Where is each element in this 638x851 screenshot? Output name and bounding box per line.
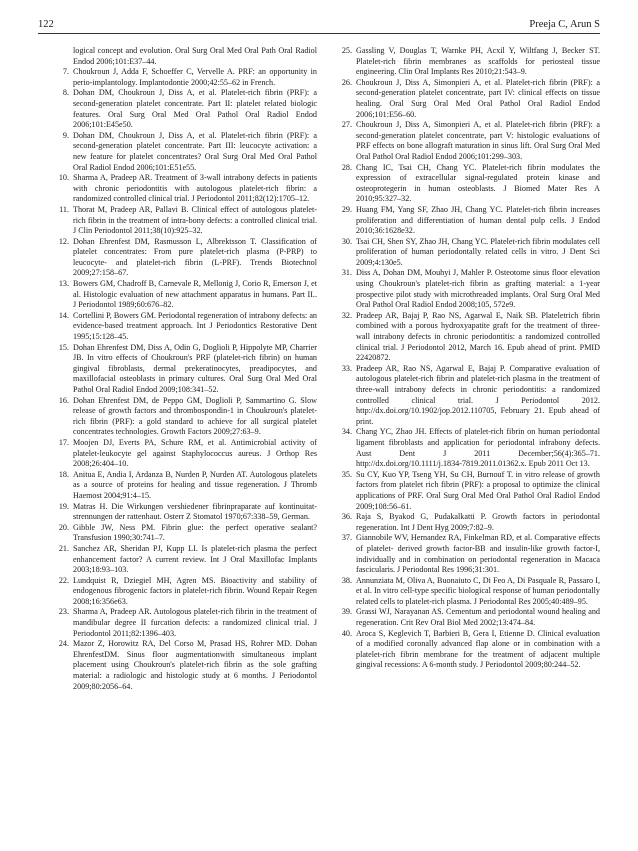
reference-number: 27. <box>341 120 352 130</box>
reference-item <box>54 67 317 88</box>
reference-number: 35. <box>341 469 352 479</box>
reference-item <box>54 544 317 576</box>
reference-text: Grassi WJ, Narayanan AS. Cementum and periodontal wound healing and regeneration. Crit Rev Oral Biol Med 2002;13:474–84. <box>356 607 600 628</box>
reference-text: Dohan DM, Choukroun J, Diss A, et al. Platelet-rich fibrin (PRF): a second-generation platelet concentrate. Part III: leucocyte activation: a new feature for platelet concentrates? Oral Surg Oral Med Oral Pathol Oral Radiol Endod 2006;101:E51e55. <box>73 130 317 172</box>
reference-item <box>54 173 317 205</box>
reference-item <box>54 343 317 396</box>
reference-number: 39. <box>341 607 352 617</box>
reference-item <box>54 470 317 502</box>
reference-item <box>337 427 600 469</box>
reference-number: 36. <box>341 512 352 522</box>
reference-text: Sharma A, Pradeep AR. Autologous platelet-rich fibrin in the treatment of mandibular degree II furcation defects: a randomized clinical trial. J Periodontol 2011;82:1396–403. <box>73 607 317 638</box>
reference-text: Anitua E, Andia I, Ardanza B, Nurden P, Nurden AT. Autologous platelets as a source of proteins for healing and tissue regeneration. J Thromb Haemost 2004;91:4–15. <box>73 469 317 500</box>
reference-item <box>54 311 317 343</box>
reference-number: 24. <box>58 639 69 649</box>
reference-item <box>337 163 600 205</box>
reference-text: Thorat M, Pradeep AR, Pallavi B. Clinical effect of autologous platelet-rich fibrin in the treatment of intra-bony defects: a controlled clinical trial. J Clin Periodontol 2011;38(10):925–32. <box>73 204 317 236</box>
reference-number: 25. <box>341 46 352 55</box>
reference-number: 22. <box>58 575 69 585</box>
reference-text: Lundquist R, Dziegiel MH, Agren MS. Bioactivity and stability of endogenous fibrogenic factors in platelet-rich fibrin. Wound Repair Regen 2008;16:356e63. <box>73 575 317 606</box>
reference-item <box>54 438 317 470</box>
reference-text: Matras H. Die Wirkungen vershiedener fibrinpraparate auf kontinuitat-strennungen der rattenhaut. Osterr Z Stomatol 1970;67:338–59, German. <box>73 501 317 522</box>
reference-number: 17. <box>58 437 69 447</box>
reference-item <box>54 639 317 692</box>
reference-item <box>54 279 317 311</box>
reference-number: 37. <box>341 533 352 543</box>
reference-text: Mazor Z, Horowitz RA, Del Corso M, Prasad HS, Rohrer MD. Dohan EhrenfestDM. Sinus floor augmentationwith simultaneous implant placement using Choukroun's platelet-rich fibrin as the sole grafting material: a radiologic and histologic study at 6 months. J Periodontol 2009;80:2056–64. <box>73 639 317 691</box>
reference-number: 12. <box>58 236 69 246</box>
reference-number: 13. <box>58 279 69 289</box>
reference-item <box>337 205 600 237</box>
reference-number: 40. <box>341 628 352 638</box>
reference-text: Cortellini P, Bowers GM. Periodontal regeneration of intrabony defects: an evidence-based treatment approach. Int J Periodontics Restorative Dent 1995;15:128–45. <box>73 310 317 342</box>
reference-item <box>337 533 600 575</box>
reference-number: 30. <box>341 236 352 246</box>
reference-text: Choukroun J, Diss A, Simonpieri A, et al. Platelet-rich fibrin (PRF): a second-generation platelet concentrate, part IV: clinical effects on tissue healing. Oral Surg Oral Med Oral Pathol Oral Radiol Endod 2006;101:E56–60. <box>356 77 600 119</box>
reference-item <box>337 120 600 162</box>
header-rule <box>38 33 600 34</box>
reference-number: 21. <box>58 543 69 553</box>
reference-number: 31. <box>341 268 352 278</box>
reference-item <box>54 131 317 173</box>
reference-item <box>337 512 600 533</box>
reference-item <box>337 607 600 628</box>
reference-number: 28. <box>341 162 352 172</box>
reference-item <box>54 237 317 279</box>
right-column <box>337 46 600 692</box>
reference-text: Bowers GM, Chadroff B, Carnevale R, Mellonig J, Corio R, Emerson J, et al. Histologic evaluation of new attachment apparatus in humans. Part II.. J Periodontol 1989;60:676–82. <box>73 279 317 310</box>
reference-text: Sharma A, Pradeep AR. Treatment of 3-wall intrabony defects in patients with chronic periodontitis with autologous platelet-rich fibrin: a randomized controlled clinical trial. J Periodontol 2011;82(12):1705–12. <box>73 173 317 204</box>
reference-item <box>54 205 317 237</box>
reference-item <box>337 629 600 671</box>
reference-text: Choukroun J, Adda F, Schoeffer C, Vervelle A. PRF: an opportunity in perio-implantology. Implantodontie 2000;42:55–62 in French. <box>73 67 317 87</box>
reference-number: 10. <box>58 173 69 183</box>
reference-number: 20. <box>58 522 69 532</box>
reference-text: Moojen DJ, Everts PA, Schure RM, et al. Antimicrobial activity of platelet-leukocyte gel against Staphylococcus aureus. J Orthop Res 2008;26:404–10. <box>73 437 317 469</box>
reference-item <box>54 523 317 544</box>
reference-text: Choukroun J, Diss A, Simonpieri A, et al. Platelet-rich fibrin (PRF): a second-generation platelet concentrate, part V: histologic evaluations of PRF effects on bone allograft maturation in sinus lift. Oral Surg Oral Med Oral Pathol Oral Radiol Endod 2006;101:299–303. <box>356 120 600 161</box>
reference-text: Dohan DM, Choukroun J, Diss A, et al. Platelet-rich fibrin (PRF): a second-generation platelet concentrate. Part II: platelet related biologic features. Oral Surg Oral Med Oral Pathol Oral Radiol Endod 2006;101:E45e50. <box>73 88 317 130</box>
reference-number: 14. <box>58 310 69 320</box>
reference-text: Gassling V, Douglas T, Warnke PH, Acxil Y, Wiltfang J, Becker ST. Platelet-rich fibrin membranes as scaffolds for periosteal tissue engineering. Clin Oral Implants Res 2010;21:543–9. <box>356 46 600 77</box>
reference-item <box>337 470 600 512</box>
reference-text: Raja S, Byakod G, Pudakalkatti P. Growth factors in periodontal regeneration. Int J Dent Hyg 2009;7:82–9. <box>356 512 600 532</box>
reference-text: Su CY, Kuo YP, Tseng YH, Su CH, Burnouf T. in vitro release of growth factors from platelet rich fibrin (PRF): a proposal to optimize the clinical applications of PRF. Oral Surg Oral Med Oral Pathol Oral Radiol Endod 2009;108:56–61. <box>356 469 600 511</box>
reference-text: Tsai CH, Shen SY, Zhao JH, Chang YC. Platelet-rich fibrin modulates cell proliferation of human periodontally related cells in vitro. J Dent Sci 2009;4:130e5. <box>356 236 600 267</box>
reference-item <box>54 502 317 523</box>
reference-text: Pradeep AR, Bajaj P, Rao NS, Agarwal E, Naik SB. Plateletrich fibrin combined with a porous hydroxyapatite graft for the treatment of three-wall intrabony defects in chronic periodontitis: a randomized controlled clinical trial. J Periodontol 2012, March 16. Epub ahead of print. PMID 22420872. <box>356 310 600 363</box>
reference-text: Sanchez AR, Sheridan PJ, Kupp LI. Is platelet-rich plasma the perfect enhancement factor? A current review. Int J Oral Maxillofac Implants 2003;18:93–103. <box>73 543 317 575</box>
reference-number: 26. <box>341 77 352 87</box>
reference-text: Diss A, Dohan DM, Mouhyi J, Mahler P. Osteotome sinus floor elevation using Choukroun's platelet-rich fibrin as grafting material: a 1-year prospective pilot study with microthreaded implants. Oral Surg Oral Med Oral Pathol Oral Radiol Endod 2008;105, 572e9. <box>356 268 600 310</box>
page-number: 122 <box>38 19 54 30</box>
reference-number: 33. <box>341 363 352 373</box>
reference-text: Gibble JW, Ness PM. Fibrin glue: the perfect operative sealant? Transfusion 1990;30:741–7. <box>73 522 317 543</box>
reference-item <box>337 311 600 364</box>
reference-item <box>54 88 317 130</box>
reference-text: Dohan Ehrenfest DM, Rasmusson L, Albrektsson T. Classification of platelet concentrates: From pure platelet-rich plasma (P-PRP) to leucocyte- and platelet-rich fibrin (L-PRF). Trends Biotechnol 2009;27:158–67. <box>73 236 317 278</box>
running-title: Preeja C, Arun S <box>529 19 600 30</box>
reference-item <box>54 607 317 639</box>
reference-text: Aroca S, Keglevich T, Barbieri B, Gera I, Etienne D. Clinical evaluation of a modified coronally advanced flap alone or in combination with a platelet-rich fibrin membrane for the treatment of adjacent multiple gingival recessions: A 6-month study. J Periodontol 2009;80:244–52. <box>356 628 600 670</box>
reference-item <box>337 576 600 608</box>
reference-number: 18. <box>58 469 69 479</box>
reference-item <box>54 576 317 608</box>
reference-text: Annunziata M, Oliva A, Buonaiuto C, Di Feo A, Di Pasquale R, Passaro I, et al. In vitro cell-type specific biological response of human periodontally related cells to platelet-rich plasma. J Periodontal Res 2005;40:489–95. <box>356 575 600 606</box>
reference-text: Pradeep AR, Rao NS, Agarwal E, Bajaj P. Comparative evaluation of autologous platelet-rich fibrin and platelet-rich plasma in the treatment of three-wall intrabony defects in chronic periodontitis: a randomized controlled clinical trial. J Periodontol 2012. http://dx.doi.org/10.1902/jop.2012.110705, February 21. Epub ahead of print. <box>356 363 600 426</box>
reference-number: 38. <box>341 575 352 585</box>
reference-number: 23. <box>58 607 69 617</box>
running-header <box>38 14 600 30</box>
reference-number: 15. <box>58 342 69 352</box>
reference-text: Chang YC, Zhao JH. Effects of platelet-rich fibrin on human periodontal ligament fibroblasts and application for periodontal infrabony defects. Aust Dent J 2011 December;56(4):365–71. http://dx.doi.org/10.1111/j.1834-7819.2011.01362.x. Epub 2011 Oct 13. <box>356 427 600 469</box>
reference-text: Giannobile WV, Hernandez RA, Finkelman RD, et al. Comparative effects of platelet- derived growth factor-BB and insulin-like growth factor-I, individually and in combination on periodontal regeneration in Macaca fascicularis. J Periodontal Res 1996;31:301. <box>356 533 600 575</box>
reference-item <box>337 237 600 269</box>
reference-text: logical concept and evolution. Oral Surg Oral Med Oral Path Oral Radiol Endod 2006;101:E37–44. <box>73 46 317 66</box>
reference-text: Chang IC, Tsai CH, Chang YC. Platelet-rich fibrin modulates the expression of extracellular signal-regulated protein kinase and osteoprotegerin in human osteoblasts. J Biomed Mater Res A 2010;95:327–32. <box>356 162 600 204</box>
reference-number: 19. <box>58 501 69 511</box>
reference-item <box>54 46 317 67</box>
reference-number: 34. <box>341 427 352 437</box>
reference-item <box>337 364 600 428</box>
reference-item <box>337 46 600 78</box>
reference-number: 16. <box>58 395 69 405</box>
reference-text: Huang FM, Yang SF, Zhao JH, Chang YC. Platelet-rich fibrin increases proliferation and differentiation of human dental pulp cells. J Endod 2010;36:1628e32. <box>356 204 600 236</box>
reference-number: 29. <box>341 204 352 214</box>
reference-number: 7. <box>62 67 69 77</box>
reference-text: Dohan Ehrenfest DM, Diss A, Odin G, Doglioli P, Hippolyte MP, Charrier JB. In vitro effects of Choukroun's PRF (platelet-rich fibrin) on human gingival fibroblasts, dermal prekeratinocytes, preadipocytes, and maxillofacial osteoblasts in primary cultures. Oral Surg Oral Med Oral Pathol Oral Radiol Endod 2009;108:341–52. <box>73 342 317 394</box>
left-column <box>54 46 317 692</box>
reference-item <box>54 396 317 438</box>
reference-item <box>337 78 600 120</box>
reference-number: 8. <box>62 88 69 98</box>
reference-item <box>337 268 600 310</box>
reference-number: 32. <box>341 310 352 320</box>
reference-number: 11. <box>59 204 69 214</box>
reference-number: 9. <box>62 130 69 140</box>
reference-text: Dohan Ehrenfest DM, de Peppo GM, Doglioli P, Sammartino G. Slow release of growth factors and thrombospondin-1 in Choukroun's platelet-rich fibrin (PRF): a gold standard to achieve for all surgical platelet concentrates technologies. Growth Factors 2009;27:63–9. <box>73 395 317 437</box>
reference-list <box>54 46 600 692</box>
